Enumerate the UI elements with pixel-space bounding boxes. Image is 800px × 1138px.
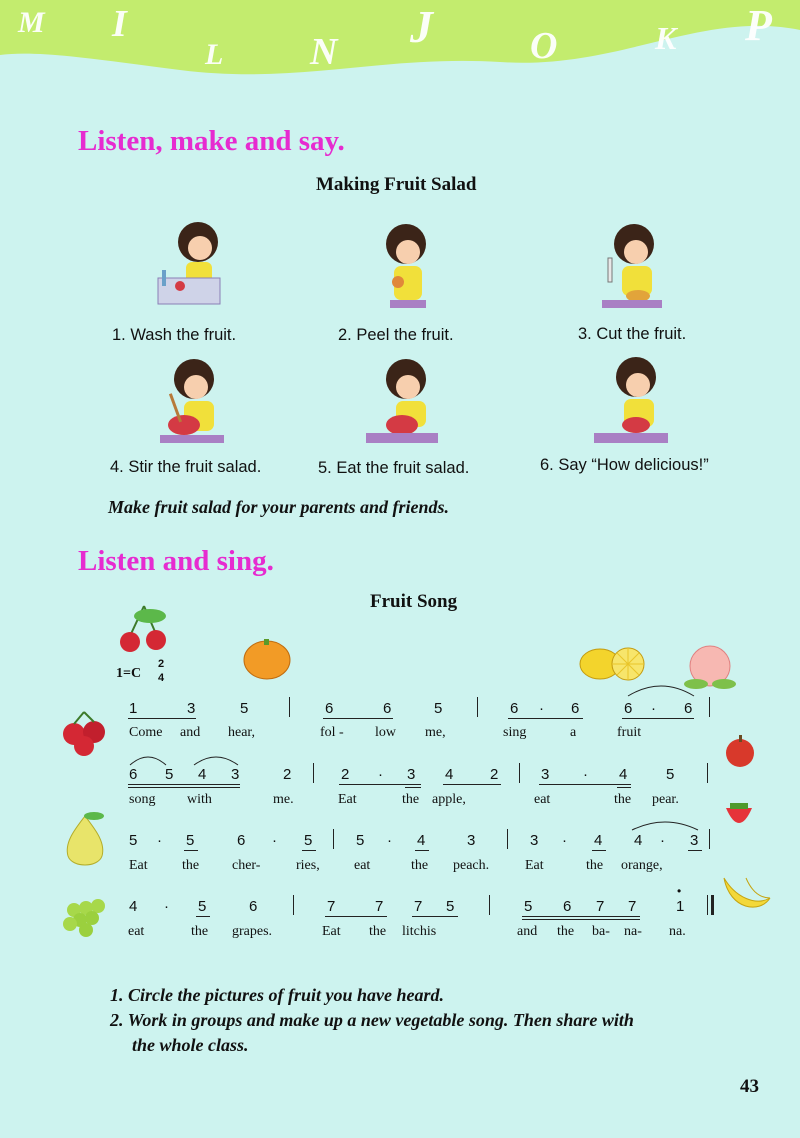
girl-cutting-fruit-illustration <box>598 220 678 312</box>
underline <box>522 916 640 917</box>
note: 5 <box>165 766 174 783</box>
lyric: Eat <box>525 858 544 873</box>
step-caption: 2. Peel the fruit. <box>338 326 454 344</box>
activity-note: Make fruit salad for your parents and friends. <box>108 497 450 517</box>
note: 7 <box>414 898 423 915</box>
banner-letter: P <box>745 1 772 50</box>
lyric: the <box>182 858 200 873</box>
note: 3 <box>231 766 240 783</box>
girl-stirring-salad-illustration <box>150 355 230 447</box>
lyric: cher- <box>232 858 261 873</box>
song-key: 1=C <box>116 666 142 681</box>
note: 2 <box>283 766 292 783</box>
lyric: the <box>402 792 420 807</box>
note: 5 <box>186 832 195 849</box>
note: 1 <box>129 700 138 717</box>
note: 3 <box>530 832 539 849</box>
lyric: the <box>191 924 209 939</box>
note: 6 <box>325 700 334 717</box>
note: 6 <box>249 898 258 915</box>
lyric: me. <box>273 792 294 807</box>
lyric: low <box>375 725 396 740</box>
note: 5 <box>304 832 313 849</box>
banner-letter: O <box>530 25 558 67</box>
note: 4 <box>129 898 138 915</box>
note: 2 <box>490 766 499 783</box>
note: 7 <box>327 898 336 915</box>
lyric: the <box>586 858 604 873</box>
step-caption: 4. Stir the fruit salad. <box>110 458 262 476</box>
note-dot: · <box>583 766 588 783</box>
underline <box>128 784 240 785</box>
note-dot: · <box>164 898 169 915</box>
note-dot: · <box>378 766 383 783</box>
underline <box>128 718 196 719</box>
lyric: Eat <box>338 792 357 807</box>
note: 5 <box>240 700 249 717</box>
high-octave-dot: • <box>677 884 682 898</box>
note: 6 <box>237 832 246 849</box>
banner-letter: I <box>112 3 127 45</box>
lyric: me, <box>425 725 446 740</box>
pear-icon <box>60 808 110 870</box>
underline <box>128 787 240 788</box>
banner-letter: K <box>655 20 677 56</box>
grapes-icon <box>60 894 118 940</box>
note-dot: · <box>651 700 656 717</box>
underline <box>184 850 198 851</box>
note: 7 <box>596 898 605 915</box>
cherries-icon <box>116 602 174 658</box>
underline <box>302 850 316 851</box>
note: 4 <box>445 766 454 783</box>
lyric: Eat <box>322 924 341 939</box>
note-dot: · <box>539 700 544 717</box>
lyric: fol - <box>320 725 344 740</box>
task-item-1: 1. Circle the pictures of fruit you have heard. <box>110 985 444 1005</box>
underline <box>339 784 421 785</box>
slur <box>626 682 696 698</box>
lyric: and <box>180 725 201 740</box>
banner-letter: J <box>410 1 433 52</box>
underline <box>539 784 631 785</box>
note: 2 <box>341 766 350 783</box>
underline <box>508 718 583 719</box>
bar-line <box>313 763 314 783</box>
note: 4 <box>198 766 207 783</box>
lyric: song <box>129 792 156 807</box>
lyric: eat <box>354 858 371 873</box>
page-number: 43 <box>740 1076 759 1097</box>
orange-icon <box>242 636 292 680</box>
banner-letter: N <box>310 31 338 73</box>
banner-letter: M <box>18 6 45 39</box>
recipe-title: Making Fruit Salad <box>316 174 477 195</box>
note: 3 <box>187 700 196 717</box>
note: 7 <box>375 898 384 915</box>
bar-line <box>709 829 710 849</box>
final-bar-line-thin <box>707 895 708 915</box>
bar-line <box>507 829 508 849</box>
lyric: apple, <box>432 792 466 807</box>
strawberry-icon <box>722 798 756 836</box>
underline <box>405 787 421 788</box>
underline <box>622 718 694 719</box>
underline <box>522 919 640 920</box>
note-dot: · <box>157 832 162 849</box>
lyric: eat <box>128 924 145 939</box>
bar-line <box>519 763 520 783</box>
lyric: the <box>369 924 387 939</box>
note: 5 <box>198 898 207 915</box>
underline <box>443 784 501 785</box>
underline <box>617 787 631 788</box>
lyric: the <box>614 792 632 807</box>
note: 3 <box>541 766 550 783</box>
step-caption: 1. Wash the fruit. <box>112 326 237 344</box>
underline <box>196 916 210 917</box>
note-dot: · <box>272 832 277 849</box>
lyric: hear, <box>228 725 256 740</box>
bar-line <box>477 697 478 717</box>
note-dot: · <box>562 832 567 849</box>
note: 3 <box>467 832 476 849</box>
note: 5 <box>434 700 443 717</box>
time-signature-bottom: 4 <box>158 672 165 684</box>
task-item-2: 2. Work in groups and make up a new vegetable song. Then share with <box>110 1010 634 1030</box>
note: 5 <box>666 766 675 783</box>
lyric: pear. <box>652 792 679 807</box>
task-item-2-continued: the whole class. <box>132 1035 249 1055</box>
underline <box>325 916 387 917</box>
lyric: fruit <box>617 725 642 740</box>
underline <box>412 916 458 917</box>
underline <box>592 850 606 851</box>
lyric: peach. <box>453 858 490 873</box>
lyric: eat <box>534 792 551 807</box>
song-title: Fruit Song <box>370 591 458 612</box>
step-caption: 3. Cut the fruit. <box>578 325 687 343</box>
lyric: the <box>411 858 429 873</box>
lyric: Come <box>129 725 163 740</box>
lyric: Eat <box>129 858 148 873</box>
note: 6 <box>571 700 580 717</box>
underline <box>688 850 702 851</box>
lyric: litchis <box>402 924 437 939</box>
note: 3 <box>690 832 699 849</box>
banana-icon <box>716 868 776 918</box>
note: 4 <box>594 832 603 849</box>
girl-peeling-fruit-illustration <box>368 220 448 312</box>
bar-line <box>289 697 290 717</box>
lyric: grapes. <box>232 924 273 939</box>
girl-saying-delicious-illustration <box>592 355 672 447</box>
final-bar-line-thick <box>711 895 714 915</box>
lyric: a <box>570 725 577 740</box>
slur <box>192 753 240 767</box>
step-caption: 5. Eat the fruit salad. <box>318 459 470 477</box>
note: 5 <box>446 898 455 915</box>
lyric: the <box>557 924 575 939</box>
note: 4 <box>634 832 643 849</box>
note: 6 <box>624 700 633 717</box>
cherries-bunch-icon <box>60 710 112 756</box>
bar-line <box>707 763 708 783</box>
underline <box>415 850 429 851</box>
note-dot: · <box>660 832 665 849</box>
note: 4 <box>417 832 426 849</box>
lyric: orange, <box>621 858 663 873</box>
note-high: 1 <box>676 898 685 915</box>
bar-line <box>333 829 334 849</box>
apple-icon <box>722 734 758 768</box>
note: 6 <box>510 700 519 717</box>
note: 5 <box>356 832 365 849</box>
note: 3 <box>407 766 416 783</box>
time-signature-top: 2 <box>158 658 165 670</box>
lyric: na. <box>669 924 686 939</box>
banner-letter: L <box>205 38 224 71</box>
lyric: sing <box>503 725 527 740</box>
step-caption: 6. Say “How delicious!” <box>540 456 709 474</box>
bar-line <box>489 895 490 915</box>
note-dot: · <box>387 832 392 849</box>
note: 5 <box>524 898 533 915</box>
note: 5 <box>129 832 138 849</box>
note: 6 <box>563 898 572 915</box>
slur <box>630 818 700 832</box>
note: 6 <box>129 766 138 783</box>
bar-line <box>709 697 710 717</box>
slur <box>128 753 168 767</box>
note: 6 <box>383 700 392 717</box>
girl-eating-salad-illustration <box>362 355 442 447</box>
lemon-icon <box>578 640 648 686</box>
lyric: ba- <box>592 924 610 939</box>
lyric: na- <box>624 924 642 939</box>
bar-line <box>293 895 294 915</box>
section-heading-listen-make-say: Listen, make and say. <box>78 125 345 157</box>
note: 7 <box>628 898 637 915</box>
lyric: with <box>187 792 212 807</box>
underline <box>323 718 393 719</box>
lyric: and <box>517 924 538 939</box>
lyric: ries, <box>296 858 320 873</box>
girl-washing-fruit-illustration <box>150 218 230 310</box>
section-heading-listen-sing: Listen and sing. <box>78 545 274 577</box>
note: 6 <box>684 700 693 717</box>
note: 4 <box>619 766 628 783</box>
